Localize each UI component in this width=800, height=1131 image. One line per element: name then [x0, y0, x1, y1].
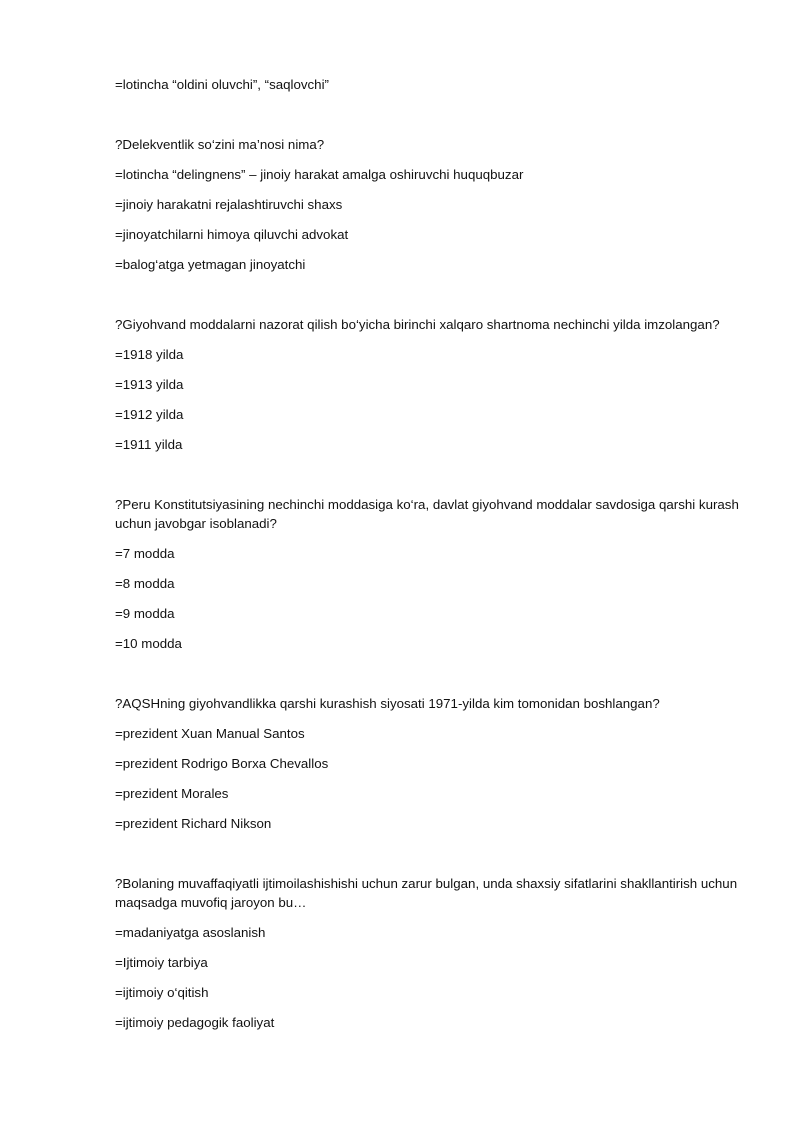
answer-option: =8 modda: [115, 576, 175, 591]
answer-option: =madaniyatga asoslanish: [115, 925, 266, 940]
answer-option: =prezident Morales: [115, 786, 229, 801]
question-text: ?Giyohvand moddalarni nazorat qilish bo‘yicha birinchi xalqaro shartnoma nechinchi yilda imzolangan?: [115, 317, 720, 332]
answer-option: =1912 yilda: [115, 407, 184, 422]
answer-option: =9 modda: [115, 606, 175, 621]
document-content: [115, 75, 740, 1043]
answer-option: =1911 yilda: [115, 437, 183, 452]
question-block: [115, 694, 740, 833]
answer-option: =prezident Xuan Manual Santos: [115, 726, 305, 741]
question-block: [115, 135, 740, 274]
answer-option: =ijtimoiy pedagogik faoliyat: [115, 1015, 275, 1030]
answer-option: =1913 yilda: [115, 377, 184, 392]
answer-option: =prezident Rodrigo Borxa Chevallos: [115, 756, 329, 771]
question-block: [115, 315, 740, 454]
answer-option: =prezident Richard Nikson: [115, 816, 272, 831]
answer-option: =7 modda: [115, 546, 175, 561]
answer-option: =10 modda: [115, 636, 182, 651]
question-text: ?Delekventlik so‘zini ma’nosi nima?: [115, 137, 325, 152]
question-block: [115, 495, 740, 653]
question-text: ?Peru Konstitutsiyasining nechinchi moddasiga ko‘ra, davlat giyohvand moddalar savdosiga qarshi kurash uchun javobgar isoblanadi?: [115, 497, 739, 531]
answer-option: =ijtimoiy o‘qitish: [115, 985, 209, 1000]
question-text: ?AQSHning giyohvandlikka qarshi kurashish siyosati 1971-yilda kim tomonidan boshlangan?: [115, 696, 660, 711]
answer-option: =jinoiy harakatni rejalashtiruvchi shaxs: [115, 197, 343, 212]
answer-option: =balog‘atga yetmagan jinoyatchi: [115, 257, 306, 272]
answer-option: =1918 yilda: [115, 347, 184, 362]
question-block: [115, 874, 740, 1032]
answer-option: =Ijtimoiy tarbiya: [115, 955, 208, 970]
answer-option: =jinoyatchilarni himoya qiluvchi advokat: [115, 227, 349, 242]
answer-option: =lotincha “delingnens” – jinoiy harakat amalga oshiruvchi huquqbuzar: [115, 167, 524, 182]
question-text: ?Bolaning muvaffaqiyatli ijtimoilashishishi uchun zarur bulgan, unda shaxsiy sifatlarini shakllantirish uchun maqsadga muvofiq jaroyon bu…: [115, 876, 738, 910]
answer-option: =lotincha “oldini oluvchi”, “saqlovchi”: [115, 77, 329, 92]
